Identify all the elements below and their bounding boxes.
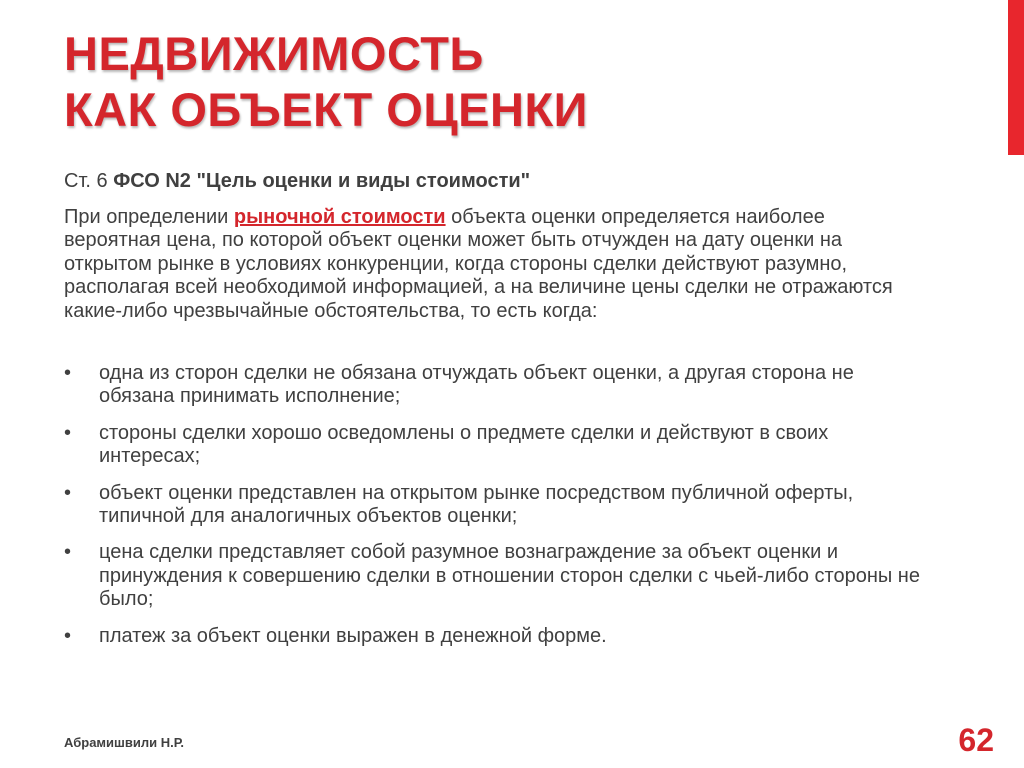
subtitle-bold: ФСО N2 "Цель оценки и виды стоимости" — [113, 170, 531, 192]
bullet-icon: • — [64, 362, 72, 384]
intro-paragraph — [64, 206, 924, 323]
list-item — [64, 362, 924, 409]
accent-bar — [1008, 0, 1024, 155]
bullet-icon: • — [64, 481, 72, 504]
list-item-text: стороны сделки хорошо осведомлены о предмете сделки и действуют в своих интересах; — [99, 421, 829, 468]
title-line-2: КАК ОБЪЕКТ ОЦЕНКИ — [64, 83, 588, 136]
author-name: Абрамишвили Н.Р. — [64, 735, 185, 750]
bullet-list — [64, 362, 924, 661]
list-item — [64, 482, 924, 529]
list-item — [64, 541, 924, 611]
bullet-icon: • — [64, 421, 72, 444]
intro-before: При определении — [64, 206, 234, 228]
list-item — [64, 422, 924, 469]
slide-title — [64, 26, 964, 138]
list-item-text: объект оценки представлен на открытом рынке посредством публичной оферты, типичной для аналогичных объектов оценки; — [99, 481, 854, 528]
subtitle — [64, 168, 964, 194]
intro-after: объекта оценки определяется наиболее вероятная цена, по которой объект оценки может быть отчужден на дату оценки на открытом рынке в условиях конкуренции, когда стороны сделки действуют разумно, располагая всей необходимой информацией, а на величине цены сделки не отражаются какие-либо чрезвычайные обстоятельства, то есть когда: — [64, 206, 893, 322]
subtitle-prefix: Ст. 6 — [64, 170, 114, 192]
title-line-1: НЕДВИЖИМОСТЬ — [64, 27, 484, 80]
list-item-text: одна из сторон сделки не обязана отчуждать объект оценки, а другая сторона не обязана принимать исполнение; — [99, 362, 854, 408]
highlight-term: рыночной стоимости — [233, 206, 446, 228]
page-number: 62 — [958, 722, 994, 758]
list-item-text: платеж за объект оценки выражен в денежной форме. — [99, 624, 607, 647]
bullet-icon: • — [64, 541, 72, 564]
list-item-text: цена сделки представляет собой разумное вознаграждение за объект оценки и принуждения к совершению сделки в отношении сторон сделки с чьей-либо стороны не было; — [99, 541, 920, 611]
list-item — [64, 625, 924, 648]
bullet-icon: • — [64, 624, 72, 647]
